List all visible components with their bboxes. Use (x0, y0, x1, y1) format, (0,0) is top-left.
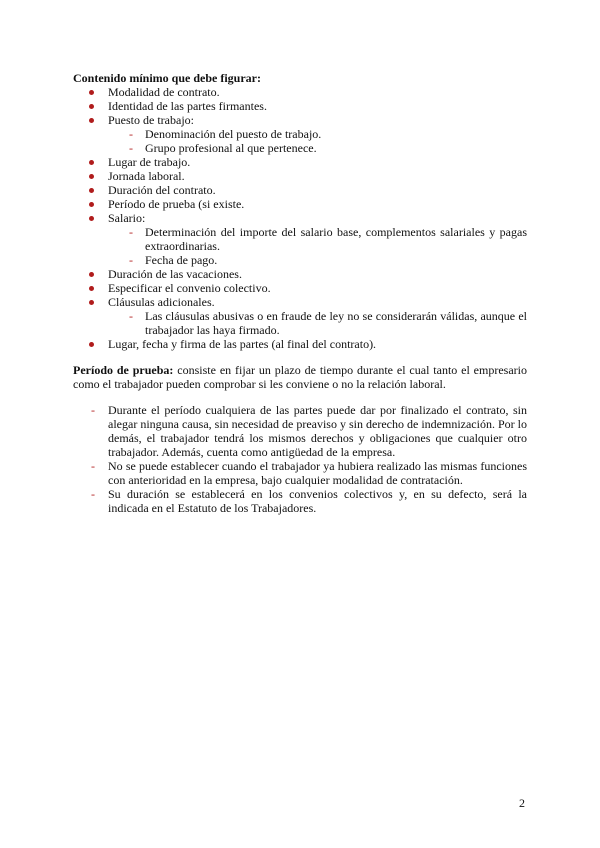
list-item-text: Especificar el convenio colectivo. (108, 281, 271, 295)
bullet-icon (89, 90, 94, 95)
sub-list-item (73, 309, 527, 337)
list-item-text: Lugar de trabajo. (108, 155, 191, 169)
sub-list-item (73, 141, 527, 155)
list-item-text: Modalidad de contrato. (108, 85, 220, 99)
dash-icon: - (129, 127, 133, 141)
list-item-text: Puesto de trabajo: (108, 113, 194, 127)
bullet-icon (89, 104, 94, 109)
contract-contents-list (73, 85, 527, 351)
sub-list-item-text: Las cláusulas abusivas o en fraude de ley no se considerarán válidas, aunque el trabajador las haya firmado. (145, 309, 527, 337)
bullet-icon (89, 300, 94, 305)
list-item (73, 169, 527, 183)
dash-icon: - (129, 225, 133, 239)
list-item (73, 211, 527, 225)
trial-period-paragraph (73, 363, 527, 391)
list-item (73, 113, 527, 127)
sub-list-item (73, 127, 527, 141)
list-item (73, 267, 527, 281)
list-item-text: Jornada laboral. (108, 169, 185, 183)
dash-icon: - (91, 487, 95, 501)
list-item-text: Lugar, fecha y firma de las partes (al final del contrato). (108, 337, 377, 351)
sub-list-item-text: Grupo profesional al que pertenece. (145, 141, 317, 155)
dash-icon: - (129, 309, 133, 323)
list-item (73, 337, 527, 351)
list-item-text: Cláusulas adicionales. (108, 295, 215, 309)
sub-list-item (73, 225, 527, 253)
list-item-text: Salario: (108, 211, 146, 225)
list-item (73, 281, 527, 295)
document-body (73, 71, 527, 515)
page-number: 2 (519, 796, 525, 810)
bullet-icon (89, 174, 94, 179)
dash-icon: - (91, 459, 95, 473)
list-item (73, 295, 527, 309)
bullet-icon (89, 272, 94, 277)
bullet-icon (89, 286, 94, 291)
trial-period-list (73, 403, 527, 515)
bullet-icon (89, 216, 94, 221)
list-item (73, 487, 527, 515)
trial-period-definition: consiste en fijar un plazo de tiempo durante el cual tanto el empresario como el trabajador pueden comprobar si les conviene o no la relación laboral. (73, 363, 527, 391)
list-item-text: Durante el período cualquiera de las partes puede dar por finalizado el contrato, sin alegar ninguna causa, sin necesidad de preaviso y sin derecho de indemnización. Por lo demás, el trabajador tendrá los mismos derechos y obligaciones que cualquier otro trabajador. Además, cuenta como antigüedad de la empresa. (108, 403, 527, 459)
list-item-text: Duración de las vacaciones. (108, 267, 242, 281)
list-item (73, 99, 527, 113)
dash-icon: - (91, 403, 95, 417)
bullet-icon (89, 118, 94, 123)
list-item-text: Identidad de las partes firmantes. (108, 99, 267, 113)
list-item (73, 155, 527, 169)
bullet-icon (89, 188, 94, 193)
list-item (73, 183, 527, 197)
list-item-text: Período de prueba (si existe. (108, 197, 245, 211)
list-item-text: Su duración se establecerá en los convenios colectivos y, en su defecto, será la indicada en el Estatuto de los Trabajadores. (108, 487, 527, 515)
dash-icon: - (129, 253, 133, 267)
list-item (73, 85, 527, 99)
sub-list-item-text: Fecha de pago. (145, 253, 218, 267)
sub-list-item-text: Denominación del puesto de trabajo. (145, 127, 322, 141)
bullet-icon (89, 202, 94, 207)
list-item-text: Duración del contrato. (108, 183, 216, 197)
list-item-text: No se puede establecer cuando el trabajador ya hubiera realizado las mismas funciones con anterioridad en la empresa, bajo cualquier modalidad de contratación. (108, 459, 527, 487)
trial-period-term: Período de prueba: (73, 363, 174, 377)
dash-icon: - (129, 141, 133, 155)
sub-list-item (73, 253, 527, 267)
sub-list-item-text: Determinación del importe del salario base, complementos salariales y pagas extraordinarias. (145, 225, 527, 253)
list-item (73, 403, 527, 459)
list-item (73, 197, 527, 211)
bullet-icon (89, 342, 94, 347)
list-item (73, 459, 527, 487)
bullet-icon (89, 160, 94, 165)
section-heading: Contenido mínimo que debe figurar: (73, 71, 262, 85)
